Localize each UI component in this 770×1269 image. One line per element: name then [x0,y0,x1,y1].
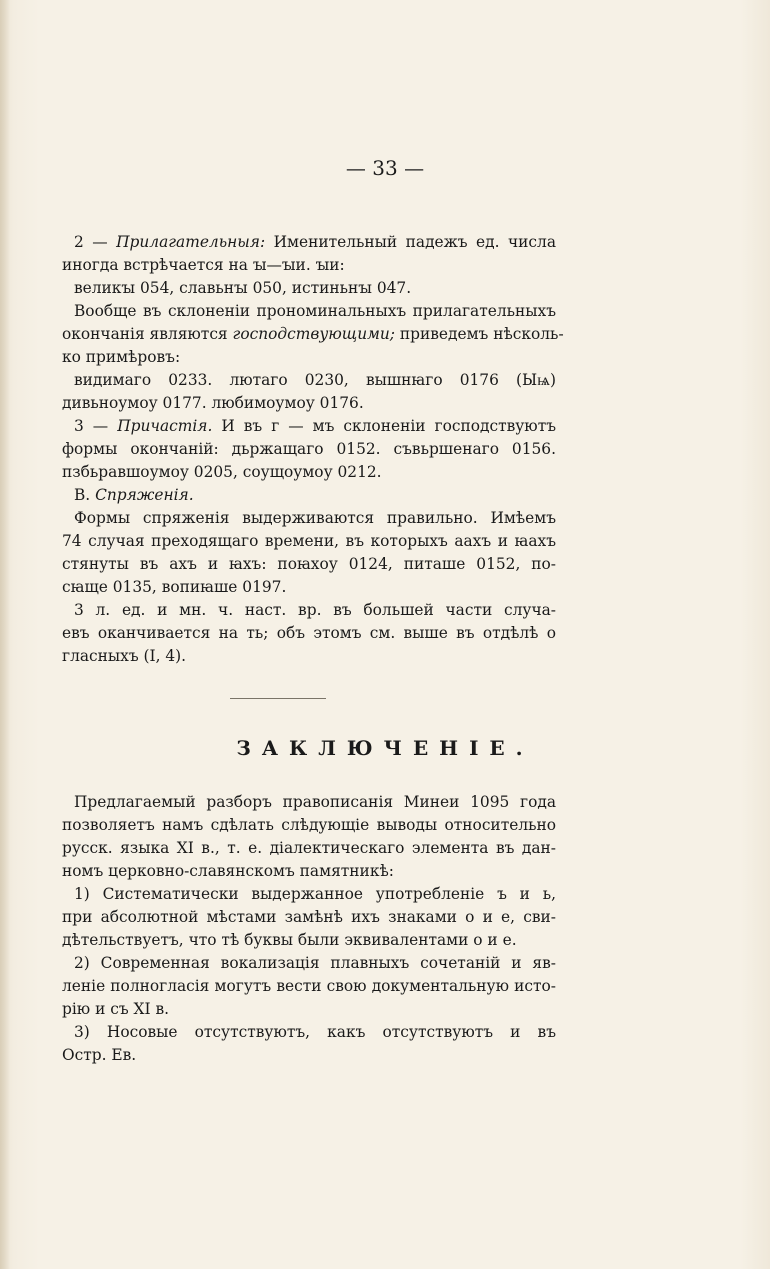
text-line: русск. языка XI в., т. е. діалектическаго элемента въ дан- [62,839,556,857]
text-line: 3) Носовые отсутствуютъ, какъ отсутствуютъ и въ [74,1023,556,1041]
italic-heading-label: Причастія. [117,417,213,435]
text-line-suffix: И въ г — мъ склоненіи господствуютъ [212,417,557,435]
text-line [62,415,556,438]
text-line: видимаго 0233. лютаго 0230, вышнꙗго 0176 (Ыѩ) [74,371,556,389]
text-line: дивьноумоу 0177. любимоумоу 0176. [62,394,364,412]
text-line: сꙗще 0135, вопиꙗше 0197. [62,578,287,596]
text-line-prefix: окончанія являются [62,325,233,343]
text-line: формы окончаній: дьржащаго 0152. съвьршенаго 0156. [62,440,556,458]
italic-heading-label: Прилагательныя: [116,233,266,251]
text-line-suffix: приведемъ нѣсколь- [394,325,564,343]
body-text-section-2 [62,791,556,1067]
text-line: 2) Современная вокализація плавныхъ сочетаній и яв- [74,954,556,972]
text-line: пзбьравшоумоу 0205, соущоумоу 0212. [62,463,382,481]
text-line: гласныхъ (I, 4). [62,647,187,665]
text-line [62,484,556,507]
text-line: позволяетъ намъ сдѣлать слѣдующіе выводы относительно [62,816,556,834]
page-number: — 33 — [345,156,425,180]
text-line: Предлагаемый разборъ правописанія Минеи 1095 года [74,793,556,811]
text-line: стянуты въ ахъ и ꙗхъ: поꙗхоу 0124, питаше 0152, по- [62,555,556,573]
text-line: 74 случая преходящаго времени, въ которыхъ аахъ и ꙗахъ [62,532,556,550]
text-line: дѣтельствуетъ, что тѣ буквы были эквивалентами о и е. [62,931,517,949]
text-line-prefix: 3 — [74,417,118,435]
section-title: ЗАКЛЮЧЕНІЕ. [236,736,534,760]
section-divider [230,698,326,699]
text-line: иногда встрѣчается на ꙑ—ꙑи. ꙑи: [62,256,345,274]
text-line: 3 л. ед. и мн. ч. наст. вр. въ большей части случа- [74,601,556,619]
text-line: леніе полногласія могутъ вести свою документальную исто- [62,977,556,995]
text-line [62,231,556,254]
text-line: рію и съ XI в. [62,1000,170,1018]
text-line-prefix: 2 — [74,233,117,251]
text-line: евъ оканчивается на ть; объ этомъ см. выше въ отдѣлѣ о [62,624,556,642]
text-line: номъ церковно-славянскомъ памятникѣ: [62,862,394,880]
text-line-prefix: В. [74,486,96,504]
text-line-suffix: Именительный падежъ ед. числа [265,233,556,251]
text-line: 1) Систематически выдержанное употребленіе ъ и ь, [74,885,556,903]
text-line: ко примѣровъ: [62,348,181,366]
text-line: Формы спряженія выдерживаются правильно. Имѣемъ [74,509,556,527]
text-line: Вообще въ склоненіи прономинальныхъ прилагательныхъ [74,302,556,320]
text-line: Остр. Ев. [62,1046,137,1064]
body-text-section-1 [62,231,564,668]
text-line [62,323,564,346]
text-line: при абсолютной мѣстами замѣнѣ ихъ знаками о и е, сви- [62,908,556,926]
text-line: великꙑ 054, славьнꙑ 050, истиньнꙑ 047. [74,279,412,297]
italic-heading-label: Спряженія. [95,486,194,504]
page-spine-shadow [0,0,10,1269]
italic-heading-label: господствующими; [232,325,395,343]
